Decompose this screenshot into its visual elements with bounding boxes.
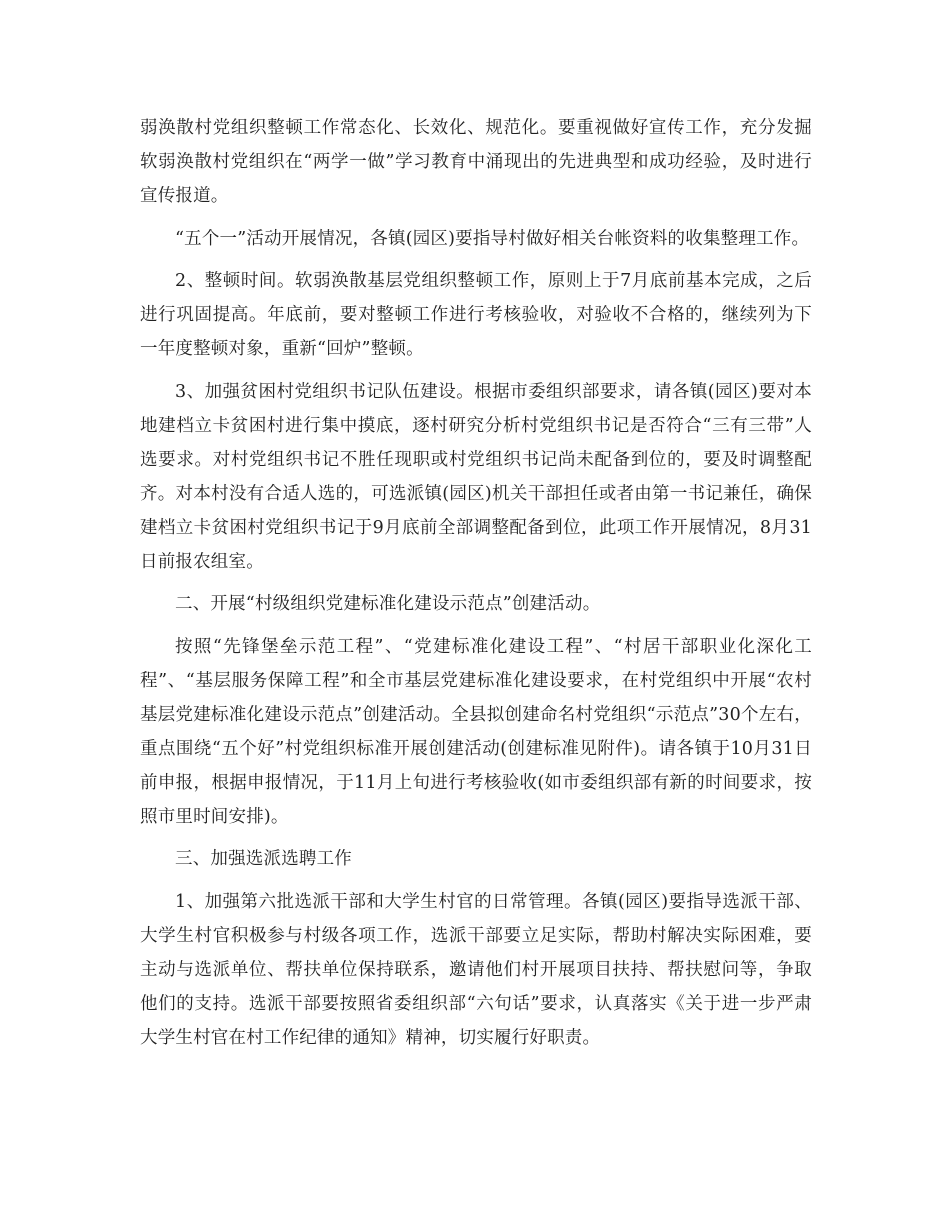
paragraph-continuation: 弱涣散村党组织整顿工作常态化、长效化、规范化。要重视做好宣传工作，充分发掘软弱涣散村党组织在“两学一做”学习教育中涌现出的先进典型和成功经验，及时进行宣传报道。 <box>140 118 812 206</box>
section-heading-three: 三、加强选派选聘工作 <box>175 849 352 869</box>
paragraph-rectification-time: 2、整顿时间。软弱涣散基层党组织整顿工作，原则上于7月底前基本完成，之后进行巩固提高。年底前，要对整顿工作进行考核验收，对验收不合格的，继续列为下一年度整顿对象，重新“回炉”整顿。 <box>140 271 812 359</box>
document-body <box>140 111 812 1063</box>
paragraph-five-ones: “五个一”活动开展情况，各镇(园区)要指导村做好相关台帐资料的收集整理工作。 <box>175 228 810 249</box>
paragraph-standardization: 按照“先锋堡垒示范工程”、“党建标准化建设工程”、“村居干部职业化深化工程”、“基层服务保障工程”和全市基层党建标准化建设要求，在村党组织中开展“农村基层党建标准化建设示范点”创建活动。全县拟创建命名村党组织“示范点”30个左右，重点围绕“五个好”村党组织标准开展创建活动(创建标准见附件)。请各镇于10月31日前申报，根据申报情况，于11月上旬进行考核验收(如市委组织部有新的时间要求，按照市里时间安排)。 <box>140 636 812 827</box>
paragraph-secretary-team: 3、加强贫困村党组织书记队伍建设。根据市委组织部要求，请各镇(园区)要对本地建档立卡贫困村进行集中摸底，逐村研究分析村党组织书记是否符合“三有三带”人选要求。对村党组织书记不胜任现职或村党组织书记尚未配备到位的，要及时调整配齐。对本村没有合适人选的，可选派镇(园区)机关干部担任或者由第一书记兼任，确保建档立卡贫困村党组织书记于9月底前全部调整配备到位，此项工作开展情况，8月31日前报农组室。 <box>140 381 812 572</box>
section-heading-two: 二、开展“村级组织党建标准化建设示范点”创建活动。 <box>175 594 601 614</box>
paragraph-cadre-management: 1、加强第六批选派干部和大学生村官的日常管理。各镇(园区)要指导选派干部、大学生村官积极参与村级各项工作，选派干部要立足实际，帮助村解决实际困难，要主动与选派单位、帮扶单位保持联系，邀请他们村开展项目扶持、帮扶慰问等，争取他们的支持。选派干部要按照省委组织部“六句话”要求，认真落实《关于进一步严肃大学生村官在村工作纪律的通知》精神，切实履行好职责。 <box>140 891 812 1048</box>
